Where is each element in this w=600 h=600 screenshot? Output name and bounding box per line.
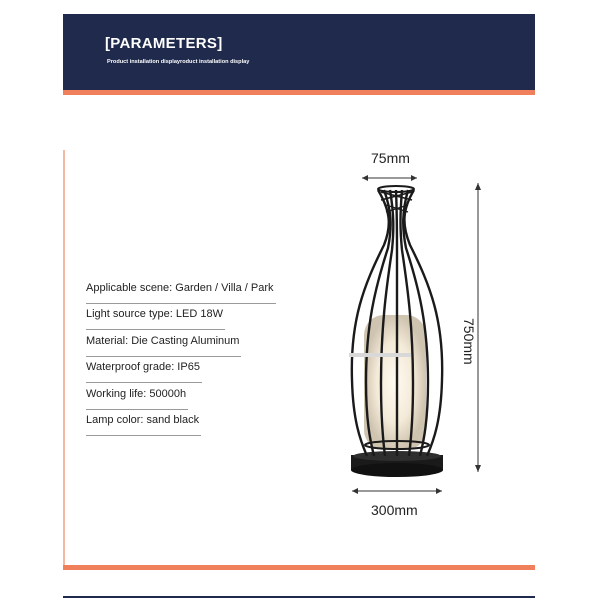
base-width-label: 300mm (371, 502, 418, 518)
top-width-arrow (362, 175, 417, 181)
spec-scene: Applicable scene: Garden / Villa / Park (86, 278, 276, 304)
spec-light-source: Light source type: LED 18W (86, 304, 225, 330)
spec-material: Material: Die Casting Aluminum (86, 331, 241, 357)
spec-waterproof: Waterproof grade: IP65 (86, 357, 202, 383)
spec-working-life: Working life: 50000h (86, 384, 188, 410)
base-width-arrow (352, 488, 442, 494)
height-label: 750mm (461, 318, 477, 365)
page-subtitle: Product installation displayroduct installation display (107, 59, 250, 65)
page-title: [PARAMETERS] (105, 35, 223, 52)
spec-lamp-color: Lamp color: sand black (86, 410, 201, 436)
top-width-label: 75mm (371, 150, 410, 166)
lamp-body (349, 186, 443, 477)
